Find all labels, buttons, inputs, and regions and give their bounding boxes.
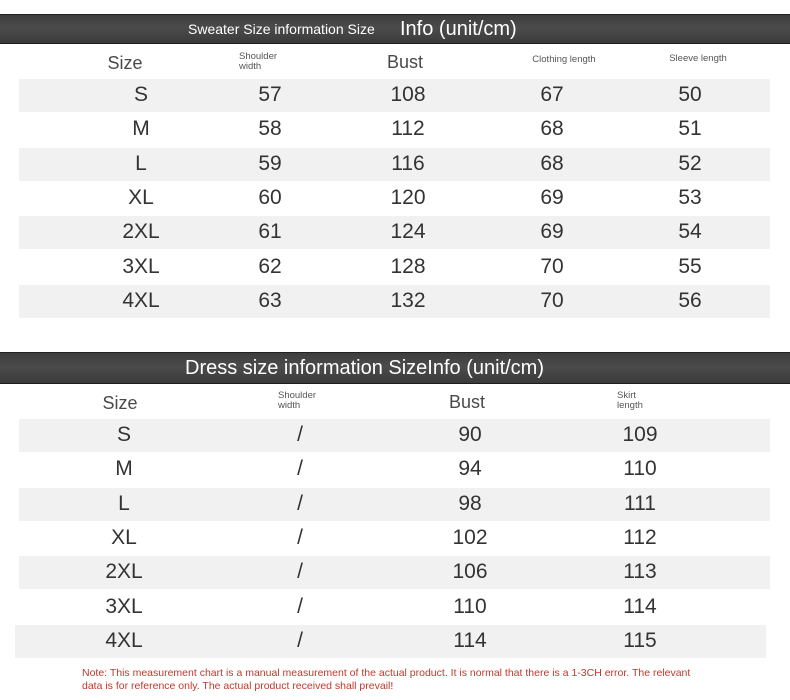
sweater-title-banner — [0, 14, 790, 44]
sweater-header-shoulder-line2: width — [239, 61, 262, 72]
sweater-size-label: XL — [128, 185, 154, 209]
dress-title: Dress size information SizeInfo (unit/cm) — [185, 356, 545, 379]
dress-header-size: Size — [102, 393, 138, 413]
dress-table-cell: / — [297, 491, 303, 515]
dress-table-cell: / — [297, 560, 303, 584]
dress-size-label: XL — [111, 525, 137, 549]
dress-header-skirt-line2: length — [617, 400, 643, 411]
dress-table-cell: 114 — [623, 594, 657, 618]
dress-table-cell: / — [297, 628, 303, 652]
sweater-size-label: 2XL — [122, 220, 160, 244]
sweater-table-cell: 68 — [540, 117, 564, 141]
sweater-table-cell: 70 — [540, 254, 564, 278]
dress-table-cell: 106 — [452, 560, 488, 584]
sweater-table-cell: 132 — [390, 288, 426, 312]
dress-size-label: 2XL — [105, 560, 143, 584]
sweater-table-cell: 54 — [678, 220, 702, 244]
dress-size-label: 4XL — [105, 628, 143, 652]
dress-size-label: M — [115, 457, 133, 481]
sweater-table-cell: 108 — [390, 83, 426, 106]
dress-header-shoulder — [278, 391, 338, 411]
sweater-table-cell: 61 — [258, 220, 282, 244]
sweater-size-label: 3XL — [122, 254, 160, 278]
sweater-table-cell: 51 — [678, 117, 702, 141]
sweater-title-part2: Info (unit/cm) — [400, 17, 517, 40]
dress-table-cell: 98 — [458, 491, 482, 515]
dress-size-label: 3XL — [105, 594, 143, 618]
dress-header-bust: Bust — [448, 392, 486, 412]
dress-row-stripe — [19, 488, 770, 521]
dress-header-shoulder-line2: width — [278, 400, 301, 411]
sweater-title-part1: Sweater Size information Size — [188, 21, 375, 37]
sweater-size-label: M — [132, 117, 150, 141]
sweater-table-cell: 70 — [540, 288, 564, 312]
sweater-size-label: 4XL — [122, 288, 160, 312]
dress-header-shoulder-line1: Shoulder — [278, 390, 317, 401]
dress-table-cell: 112 — [623, 525, 657, 549]
dress-title-banner — [0, 352, 790, 384]
dress-table-cell: / — [297, 594, 303, 618]
sweater-header-size: Size — [107, 53, 143, 73]
sweater-header-sleeve-length: Sleeve length — [669, 53, 727, 64]
sweater-table-cell: 67 — [540, 83, 564, 106]
sweater-table-cell: 124 — [390, 220, 426, 244]
sweater-table-cell: 68 — [540, 151, 564, 175]
sweater-header-shoulder — [239, 52, 299, 72]
sweater-table-cell: 57 — [258, 83, 282, 106]
sweater-table-cell: 60 — [258, 185, 282, 209]
dress-size-label: L — [118, 491, 130, 515]
sweater-table-cell: 52 — [678, 151, 702, 175]
sweater-table-cell: 56 — [678, 288, 702, 312]
sweater-table-cell: 62 — [258, 254, 282, 278]
sweater-table-cell: 59 — [258, 151, 282, 175]
dress-table-cell: / — [297, 423, 303, 446]
sweater-table-cell: 53 — [678, 185, 702, 209]
dress-table-cell: 90 — [458, 423, 482, 446]
sweater-table-cell: 58 — [258, 117, 282, 141]
dress-table-cell: / — [297, 457, 303, 481]
sweater-table-cell: 55 — [678, 254, 702, 278]
sweater-table-cell: 120 — [390, 185, 426, 209]
sweater-size-label: S — [133, 83, 149, 106]
sweater-header-clothing-length: Clothing length — [532, 54, 596, 65]
dress-header-skirt-length — [617, 391, 657, 411]
dress-table-cell: 94 — [458, 457, 482, 481]
dress-table-cell: 113 — [623, 560, 657, 584]
dress-table-cell: 102 — [452, 525, 488, 549]
sweater-header-bust: Bust — [386, 52, 424, 72]
dress-table-cell: 114 — [453, 628, 487, 652]
sweater-table-cell: 112 — [391, 117, 425, 141]
dress-table-cell: 110 — [623, 457, 657, 481]
sweater-header-shoulder-line1: Shoulder — [239, 51, 278, 62]
sweater-table-cell: 63 — [258, 288, 282, 312]
dress-table-cell: / — [297, 525, 303, 549]
dress-table-cell: 115 — [623, 628, 657, 652]
dress-table-cell: 111 — [624, 491, 656, 515]
sweater-table-cell: 128 — [390, 254, 426, 278]
dress-table-cell: 110 — [453, 594, 487, 618]
sweater-size-label: L — [135, 151, 147, 175]
dress-size-label: S — [116, 423, 132, 446]
dress-header-skirt-line1: Skirt — [617, 390, 636, 401]
sweater-table-cell: 69 — [540, 185, 564, 209]
sweater-table-cell: 50 — [678, 83, 702, 106]
measurement-note: Note: This measurement chart is a manual measurement of the actual product. It is normal that there is a 1-3CH error. The relevant data is for reference only. The actual product received shall prevail! — [82, 667, 691, 692]
sweater-table-cell: 116 — [391, 151, 425, 175]
dress-table-cell: 109 — [622, 423, 658, 446]
sweater-table-cell: 69 — [540, 220, 564, 244]
